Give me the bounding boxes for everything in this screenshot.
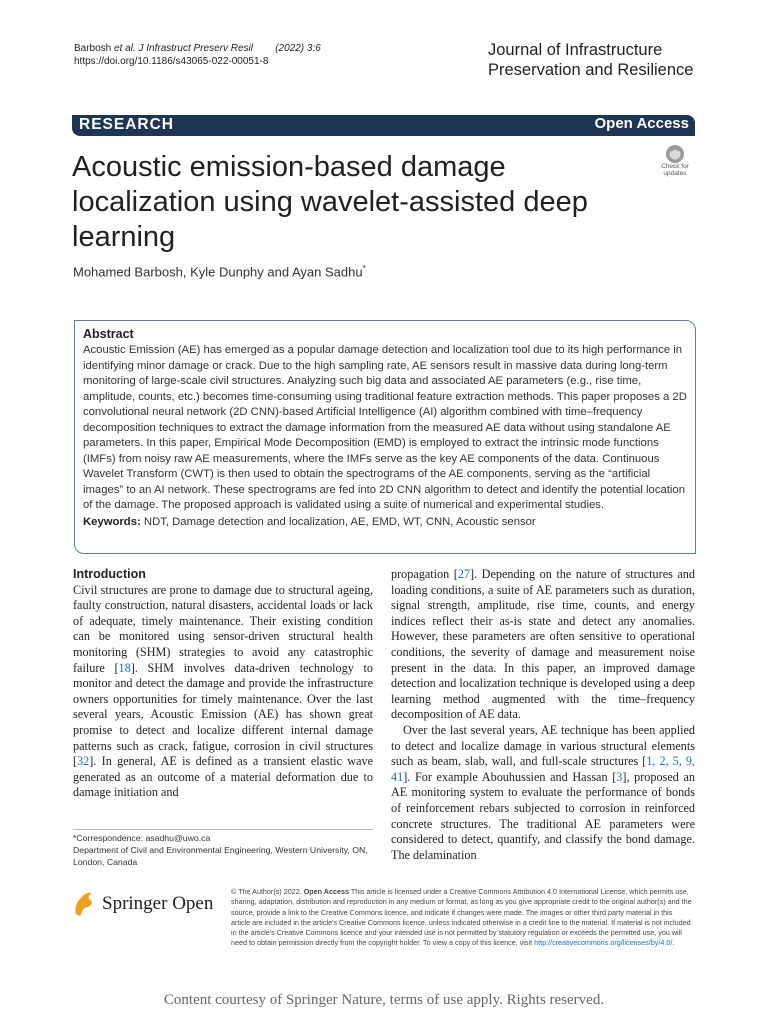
- check-updates-text: [655, 163, 695, 177]
- intro-paragraph-3: [391, 723, 695, 863]
- intro-p2-part-a: propagation [: [391, 567, 458, 581]
- license-open-access: Open Access: [303, 887, 349, 896]
- keywords-line: [83, 516, 687, 528]
- doi-link[interactable]: https://doi.org/10.1186/s43065-022-00051-8: [74, 56, 269, 67]
- author-names: Mohamed Barbosh, Kyle Dunphy and Ayan Sadhu: [73, 264, 363, 280]
- springer-open-logo: [72, 888, 213, 920]
- article-type-label: RESEARCH: [79, 116, 174, 133]
- citation-authors: Barbosh: [74, 43, 112, 54]
- reference-link[interactable]: 3: [616, 769, 623, 784]
- journal-name: [488, 40, 693, 80]
- correspondence-note: [73, 829, 373, 868]
- corresponding-mark: *: [362, 264, 366, 273]
- intro-p1-part-b: ]. SHM involves data-driven technology to monitor and detect the damage and provide the infrastructure owners opportunities for timely maintenance. Over the last several years, Acoustic Emission (AE) has shown great promise to detect and localize different internal damage patterns such as crack, fatigue, corrosion in civil structures [: [73, 660, 373, 769]
- correspondence-affiliation: Department of Civil and Environmental Engineering, Western University, ON, London, Canada: [73, 845, 368, 867]
- abstract-heading: Abstract: [83, 327, 134, 341]
- springer-wordmark: [102, 893, 213, 915]
- citation-block: [74, 42, 321, 68]
- springer-name: Springer: [102, 893, 168, 914]
- keywords-label: Keywords:: [83, 515, 141, 528]
- journal-name-line1: Journal of Infrastructure: [488, 41, 663, 59]
- license-end: .: [672, 938, 675, 948]
- license-url-link[interactable]: http://creativecommons.org/licenses/by/4.0/: [534, 938, 673, 948]
- license-text: This article is licensed under a Creative Commons Attribution 4.0 International License, which permits use, sharing, adaptation, distribution and reproduction in any medium or format, as long as you give appropriate credit to the original author(s) and the source, provide a link to the Creative Commons licence, and indicate if changes were made. The images or other third party material in this article are included in the article's Creative Commons licence, unless indicated otherwise in a credit line to the material. If material is not included in the article's Creative Commons licence and your intended use is not permitted by statutory regulation or exceeds the permitted use, you will need to obtain permission directly from the copyright holder. To view a copy of this licence, visit: [231, 887, 692, 948]
- introduction-heading: Introduction: [73, 567, 146, 581]
- check-updates-line2: updates: [663, 170, 687, 177]
- intro-p3-part-a: Over the last several years, AE technique has been applied to detect and localize damage in various structural elements such as beam, slab, wall, and full-scale structures [: [391, 722, 695, 769]
- check-for-updates-badge[interactable]: [655, 142, 695, 182]
- intro-p3-part-c: ], proposed an AE monitoring system to evaluate the performance of bonds of reinforcement rebars subjected to corrosion in reinforced concrete structures. The traditional AE parameters were considered to detect, quantify, and classify the bond damage. The delamination: [391, 769, 695, 862]
- springer-open-suffix: Open: [172, 893, 214, 914]
- body-column-left: [73, 567, 373, 801]
- intro-p1-part-c: ]. In general, AE is defined as a transient elastic wave generated as an outcome of a material deformation due to damage initiation and: [73, 754, 373, 800]
- page-footer: Content courtesy of Springer Nature, terms of use apply. Rights reserved.: [163, 992, 605, 1008]
- intro-p2-part-b: ]. Depending on the nature of structures and loading conditions, a suite of AE parameters such as duration, signal strength, amplitude, rise time, counts, and energy indices reflect their as-is state and detect any anomalies. However, these parameters are often sensitive to operational conditions, the severity of damage and measurement noise present in the data. In this paper, an improved damage detection and localization technique is developed using a deep learning method augmented with the time–frequency decomposition of AE data.: [391, 567, 695, 722]
- article-title: Acoustic emission-based damage localization using wavelet-assisted deep learning: [72, 151, 588, 253]
- intro-p1-part-a: Civil structures are prone to damage due to structural ageing, faulty construction, natural disasters, accidental loads or lack of adequate, timely maintenance. Their existing condition can be monitored using sensor-driven structural health monitoring (SHM) strategies to avoid any catastrophic failure [: [73, 582, 373, 675]
- reference-link[interactable]: 18: [118, 660, 131, 675]
- intro-paragraph-1: [73, 583, 373, 801]
- intro-p3-part-b: ]. For example Abouhussien and Hassan [: [403, 769, 617, 784]
- reference-link[interactable]: 32: [77, 754, 90, 769]
- abstract-box: [74, 320, 696, 554]
- correspondence-email: *Correspondence: asadhu@uwo.ca: [73, 833, 211, 843]
- intro-paragraph-2: [391, 567, 695, 723]
- article-type-banner: [72, 115, 695, 136]
- check-updates-line1: Check for: [661, 163, 689, 170]
- abstract-text: Acoustic Emission (AE) has emerged as a popular damage detection and localization tool due to its high performance in identifying minor damage or crack. Due to the high sampling rate, AE sensors result in massive data during long-term monitoring of large-scale civil structures. Analyzing such big data and associated AE parameters (e.g., rise time, amplitude, counts, etc.) becomes time-consuming using traditional feature extraction methods. This paper proposes a 2D convolutional neural network (2D CNN)-based Artificial Intelligence (AI) algorithm combined with time–frequency decomposition techniques to extract the damage information from the measured AE data without using standalone AE parameters. In this paper, Empirical Mode Decomposition (EMD) is employed to extract the intrinsic mode functions (IMFs) from noisy raw AE measurements, where the IMFs serve as the key AE components of the data. Continuous Wavelet Transform (CWT) is then used to obtain the spectrograms of the AE components, serving as the “artificial images” to an AI network. These spectrograms are fed into 2D CNN algorithm to detect and identify the potential location of the damage. The proposed approach is validated using a suite of numerical and experimental studies.: [83, 344, 687, 511]
- citation-journal: et al. J Infrastruct Preserv Resil: [111, 43, 253, 54]
- keywords-text: NDT, Damage detection and localization, AE, EMD, WT, CNN, Acoustic sensor: [143, 515, 536, 528]
- license-notice: [231, 887, 693, 949]
- author-list: [73, 264, 366, 279]
- open-access-label: Open Access: [594, 115, 689, 132]
- citation-year: (2022) 3:6: [275, 43, 321, 54]
- body-column-right: [391, 567, 695, 863]
- springer-horse-icon: [72, 890, 96, 918]
- journal-name-line2: Preservation and Resilience: [488, 61, 694, 79]
- license-lead: © The Author(s) 2022.: [231, 887, 304, 896]
- reference-link[interactable]: 1, 2, 5, 9, 41: [391, 754, 695, 784]
- reference-link[interactable]: 27: [457, 567, 470, 581]
